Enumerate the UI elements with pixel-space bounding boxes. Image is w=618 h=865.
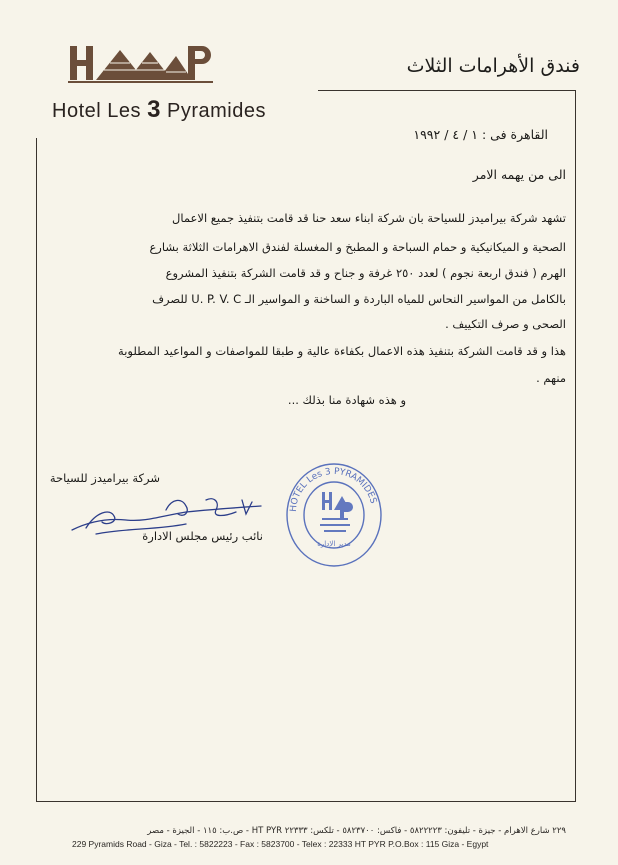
footer-address-english: 229 Pyramids Road - Giza - Tel. : 5822223 - Fax : 5823700 - Telex : 22333 HT PYR P.O.Box : 115 Giza - Egypt [72, 839, 489, 849]
signatory-title: نائب رئيس مجلس الادارة [142, 529, 263, 543]
body-line: الصحى و صرف التكييف . [445, 317, 566, 331]
handwritten-signature [66, 492, 276, 538]
letter-salutation: الى من يهمه الامر [472, 167, 566, 182]
svg-text:مدير الإدارة: مدير الإدارة [317, 540, 351, 548]
body-line: بالكامل من المواسير النحاس للمياه الباردة و الساخنة و المواسير الـ U. P. V. C للصرف [152, 292, 566, 306]
body-line: الهرم ( فندق اربعة نجوم ) لعدد ٢٥٠ غرفة و جناح و قد قامت الشركة بتنفيذ المشروع [165, 266, 566, 280]
frame-left-line [36, 138, 37, 802]
certificate-line: و هذه شهادة منا بذلك ... [287, 393, 406, 407]
frame-top-line [318, 90, 576, 91]
closing-line: هذا و قد قامت الشركة بتنفيذ هذه الاعمال بكفاءة عالية و طبقا للمواصفات و المواعيد المطلوبة [118, 344, 566, 358]
company-signatory: شركة بيراميدز للسياحة [49, 471, 160, 485]
frame-bottom-line [36, 801, 576, 802]
letter-date: القاهرة فى : ١ / ٤ / ١٩٩٢ [413, 127, 548, 142]
hotel-stamp [284, 462, 384, 568]
footer-address-arabic: ٢٢٩ شارع الاهرام - جيزة - تليفون: ٥٨٢٢٢٢٣ - فاكس: ٥٨٢٣٧٠٠ - تلكس: ٢٢٣٣٣ HT PYR - ص.ب: ١١٥ - الجيزة - مصر [147, 826, 566, 836]
hotel-name-english: Hotel Les 3 Pyramides [52, 96, 266, 123]
hotel-logo [68, 42, 213, 84]
body-line: تشهد شركة بيراميدز للسياحة بان شركة ابناء سعد حنا قد قامت بتنفيذ جميع الاعمال [172, 211, 566, 225]
body-line: الصحية و الميكانيكية و حمام السباحة و المطبخ و المغسلة لفندق الاهرامات الثلاثة بشارع [149, 240, 566, 254]
hotel-name-arabic: فندق الأهرامات الثلاث [406, 55, 580, 77]
svg-text:HOTEL Les 3 PYRAMIDES: HOTEL Les 3 PYRAMIDES [288, 466, 378, 513]
frame-right-line [575, 90, 576, 802]
closing-line: منهم . [536, 371, 566, 385]
